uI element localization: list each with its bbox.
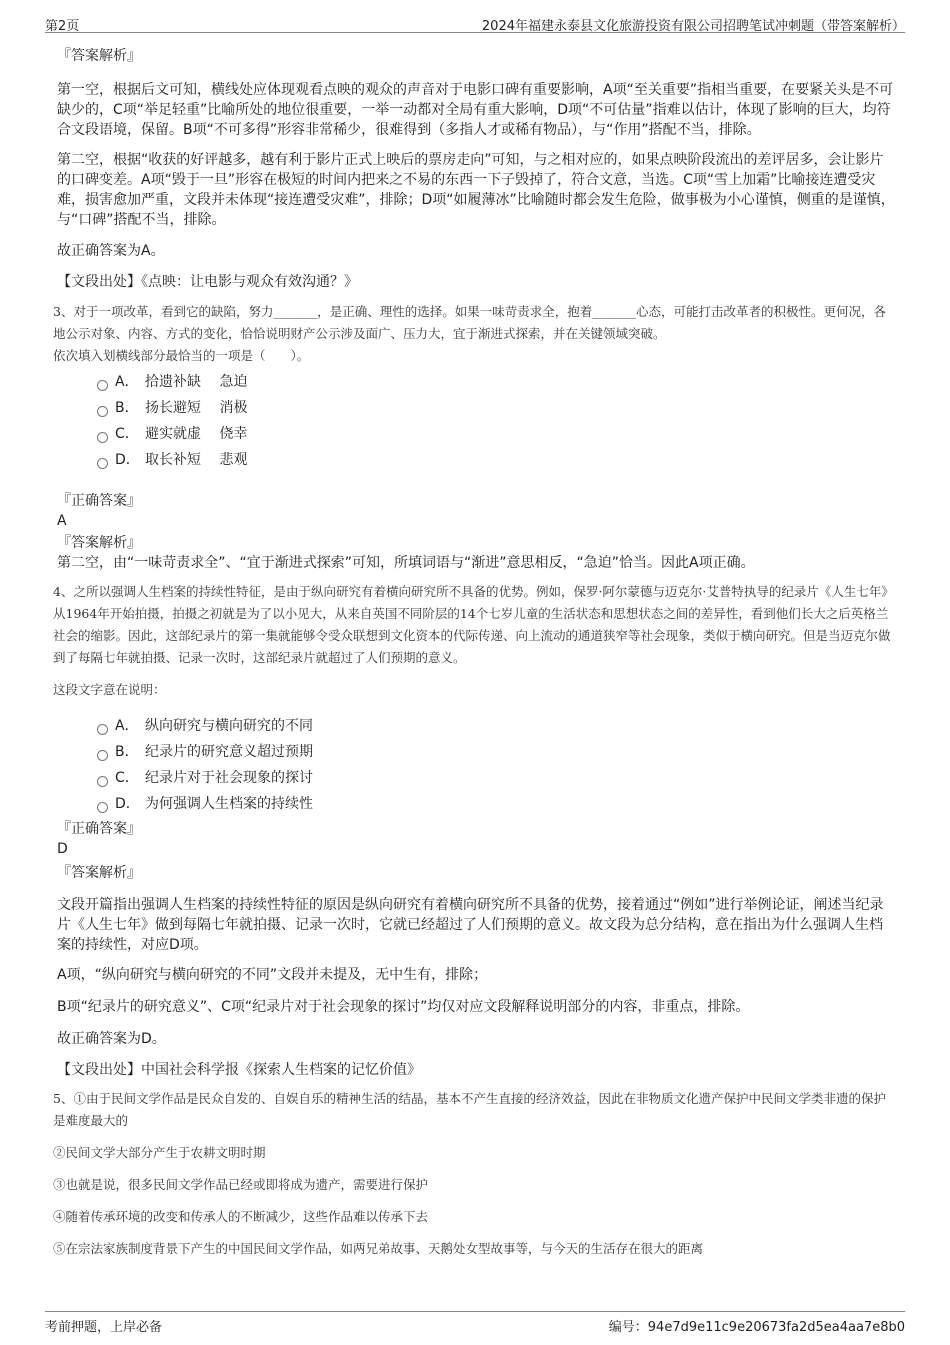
- question-stem: 3、对于一项改革，看到它的缺陷，努力_______，是正确、理性的选择。如果一味苛责求全，抱着_______心态，可能打击改革者的积极性。更何况，各地公示对象、内容、方式的变化，恰恰说明财产公示涉及面广、压力大，宜于渐进式探索，并在关键领域突破。: [53, 304, 886, 341]
- radio-icon[interactable]: [97, 406, 108, 417]
- question-prompt: 依次填入划横线部分最恰当的一项是（ ）。: [53, 348, 310, 363]
- analysis-label: 『答案解析』: [57, 865, 141, 881]
- correct-answer-label: 『正确答案』: [57, 493, 141, 509]
- page-number: 第2页: [45, 19, 80, 34]
- document-id: 编号：94e7d9e11c9e20673fa2d5ea4aa7e8b0: [608, 1320, 905, 1335]
- correct-answer: D: [57, 841, 68, 857]
- question-stem: 4、之所以强调人生档案的持续性特征，是由于纵向研究有着横向研究所不具备的优势。例如，保罗·阿尔蒙德与迈克尔·艾普特执导的纪录片《人生七年》从1964年开始拍摄，拍摄之初就是为了以小见大，从来自英国不同阶层的14个七岁儿童的生活状态和思想状态之间的差异性，看到他们长大之后英格兰社会的缩影。因此，这部纪录片的第一集就能够令受众联想到文化资本的代际传递、向上流动的通道狭窄等社会现象，类似于横向研究。但是当迈克尔做到了每隔七年就拍摄、记录一次时，这部纪录片就超过了人们预期的意义。: [53, 584, 894, 665]
- option-d[interactable]: D． 取长补短 悲观: [97, 447, 895, 473]
- footer-slogan: 考前押题，上岸必备: [45, 1320, 163, 1335]
- header-divider: [45, 32, 905, 33]
- option-d[interactable]: D． 为何强调人生档案的持续性: [97, 791, 895, 817]
- analysis-label: 『答案解析』: [57, 535, 141, 551]
- radio-icon[interactable]: [97, 724, 108, 735]
- option-a[interactable]: A． 纵向研究与横向研究的不同: [97, 713, 895, 739]
- analysis-paragraph: 第一空，根据后文可知，横线处应体现观看点映的观众的声音对于电影口碑有重要影响，A项“至关重要”指相当重要，在要紧关头是不可缺少的，C项“举足轻重”比喻所处的地位很重要，一举一动都对全局有重大影响，D项“不可估量”指难以估计，体现了影响的巨大，均符合文段语境，保留。B项“不可多得”形容非常稀少，很难得到（多指人才或稀有物品），与“作用”搭配不当，排除。: [57, 82, 894, 138]
- radio-icon[interactable]: [97, 380, 108, 391]
- correct-answer-label: 『正确答案』: [57, 821, 141, 837]
- radio-icon[interactable]: [97, 432, 108, 443]
- option-a[interactable]: A． 拾遗补缺 急迫: [97, 369, 895, 395]
- sentence-item: ⑤在宗法家族制度背景下产生的中国民间文学作品，如两兄弟故事、天鹅处女型故事等，与今天的生活存在很大的距离: [53, 1241, 704, 1256]
- page-footer: [0, 1308, 950, 1345]
- analysis-paragraph: A项，“纵向研究与横向研究的不同”文段并未提及，无中生有，排除；: [57, 967, 488, 983]
- analysis-paragraph: 第二空，由“一味苛责求全”、“宜于渐进式探索”可知，所填词语与“渐进”意思相反，“急迫”恰当。因此A项正确。: [57, 555, 755, 571]
- radio-icon[interactable]: [97, 802, 108, 813]
- analysis-paragraph: B项“纪录片的研究意义”、C项“纪录片对于社会现象的探讨”均仅对应文段解释说明部分的内容，非重点，排除。: [57, 999, 750, 1015]
- source-citation: 【文段出处】中国社会科学报《探索人生档案的记忆价值》: [57, 1062, 421, 1078]
- analysis-label: 『答案解析』: [57, 48, 141, 64]
- correct-answer: A: [57, 513, 67, 529]
- option-list: [57, 369, 895, 473]
- document-body: [53, 46, 895, 1260]
- option-list: [57, 713, 895, 817]
- sentence-item: ④随着传承环境的改变和传承人的不断减少，这些作品难以传承下去: [53, 1209, 429, 1224]
- sentence-item: ②民间文学大部分产生于农耕文明时期: [53, 1145, 266, 1160]
- analysis-paragraph: 文段开篇指出强调人生档案的持续性特征的原因是纵向研究有着横向研究所不具备的优势，接着通过“例如”进行举例论证，阐述当纪录片《人生七年》做到每隔七年就拍摄、记录一次时，它就已经超过了人们预期的意义。故文段为总分结构，意在指出为什么强调人生档案的持续性，对应D项。: [57, 897, 884, 953]
- footer-divider: [45, 1311, 905, 1312]
- option-c[interactable]: C． 纪录片对于社会现象的探讨: [97, 765, 895, 791]
- document-title: 2024年福建永泰县文化旅游投资有限公司招聘笔试冲刺题（带答案解析）: [481, 19, 905, 34]
- option-c[interactable]: C． 避实就虚 侥幸: [97, 421, 895, 447]
- answer-conclusion: 故正确答案为A。: [57, 243, 165, 259]
- radio-icon[interactable]: [97, 750, 108, 761]
- question-stem: 5、①由于民间文学作品是民众自发的、自娱自乐的精神生活的结晶，基本不产生直接的经济效益，因此在非物质文化遗产保护中民间文学类非遗的保护是难度最大的: [53, 1091, 886, 1128]
- page-header: [0, 0, 950, 38]
- option-b[interactable]: B． 扬长避短 消极: [97, 395, 895, 421]
- analysis-paragraph: 第二空，根据“收获的好评越多，越有利于影片正式上映后的票房走向”可知，与之相对应的，如果点映阶段流出的差评居多，会让影片的口碑变差。A项“毁于一旦”形容在极短的时间内把来之不易的东西一下子毁掉了，符合文意，当选。C项“雪上加霜”比喻接连遭受灾难，损害愈加严重，文段并未体现“接连遭受灾难”，排除；D项“如履薄冰”比喻随时都会发生危险，做事极为小心谨慎，侧重的是谨慎，与“口碑”搭配不当，排除。: [57, 152, 895, 228]
- sentence-item: ③也就是说，很多民间文学作品已经或即将成为遗产，需要进行保护: [53, 1177, 429, 1192]
- question-prompt: 这段文字意在说明：: [53, 682, 166, 697]
- radio-icon[interactable]: [97, 776, 108, 787]
- source-citation: 【文段出处】《点映：让电影与观众有效沟通？》: [57, 274, 358, 290]
- radio-icon[interactable]: [97, 458, 108, 469]
- option-b[interactable]: B． 纪录片的研究意义超过预期: [97, 739, 895, 765]
- answer-conclusion: 故正确答案为D。: [57, 1031, 166, 1047]
